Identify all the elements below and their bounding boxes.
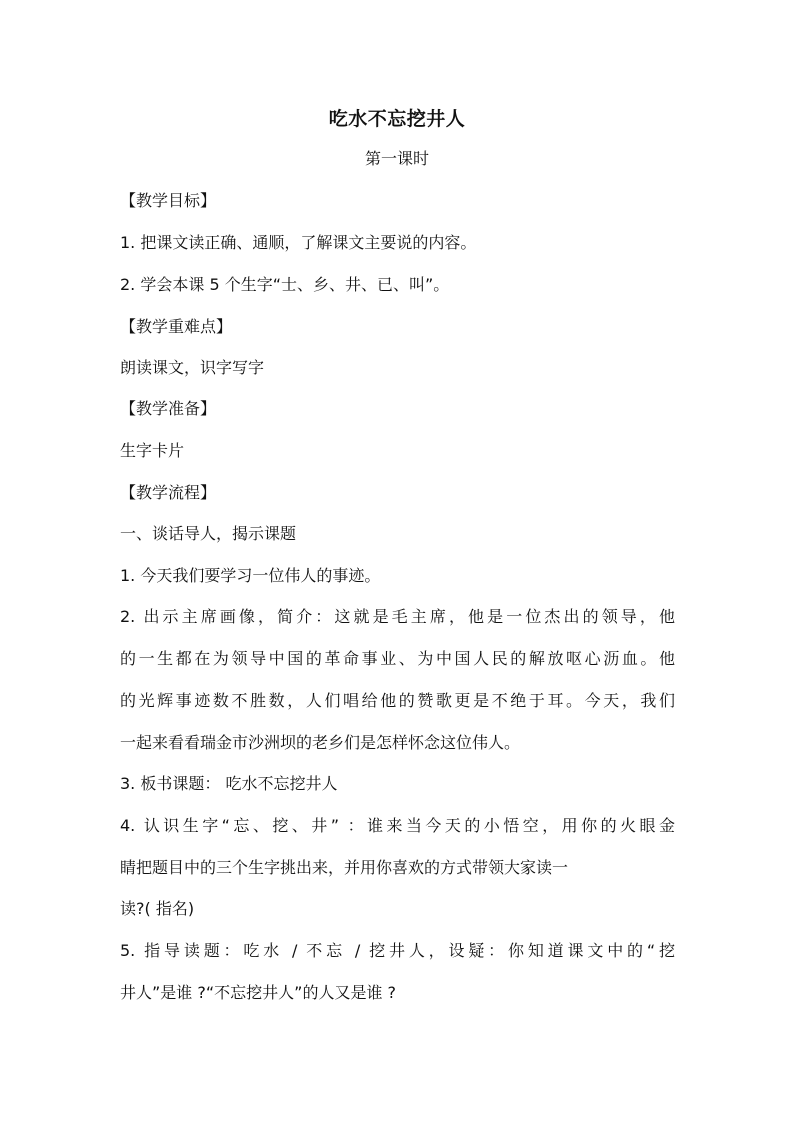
paragraph-line: 一起来看看瑞金市沙洲坝的老乡们是怎样怀念这位伟人。 <box>120 733 521 752</box>
section-heading-objectives: 【教学目标】 <box>120 191 217 210</box>
step-heading: 一、谈话导人，揭示课题 <box>120 524 297 543</box>
lesson-period: 第一课时 <box>364 149 429 168</box>
paragraph-line: 4. 认识生字“忘、挖、井” ：谁来当今天的小悟空，用你的火眼金 <box>120 816 675 835</box>
paragraph-line: 睛把题目中的三个生字挑出来，并用你喜欢的方式带领大家读一 <box>120 858 569 877</box>
section-heading-process: 【教学流程】 <box>120 483 217 502</box>
paragraph-line: 的光辉事迹数不胜数，人们唱给他的赞歌更是不绝于耳。今天，我们 <box>120 691 675 710</box>
paragraph-line: 5. 指导读题：吃水 / 不忘 / 挖井人，设疑：你知道课文中的“挖 <box>120 941 675 960</box>
objective-item: 1. 把课文读正确、通顺，了解课文主要说的内容。 <box>120 233 477 252</box>
section-heading-key-points: 【教学重难点】 <box>120 317 233 336</box>
paragraph-line: 的一生都在为领导中国的革命事业、为中国人民的解放呕心沥血。他 <box>120 649 675 668</box>
paragraph-line: 朗读课文，识字写字 <box>120 358 265 377</box>
section-heading-preparation: 【教学准备】 <box>120 399 217 418</box>
objective-item: 2. 学会本课 5 个生字“士、乡、井、已、叫”。 <box>120 275 450 294</box>
paragraph-line: 生字卡片 <box>120 441 185 460</box>
paragraph-line: 1. 今天我们要学习一位伟人的事迹。 <box>120 566 381 585</box>
paragraph-line: 读?( 指名) <box>120 899 195 918</box>
paragraph-line: 3. 板书课题： 吃水不忘挖井人 <box>120 774 338 793</box>
paragraph-line: 2. 出示主席画像，简介：这就是毛主席，他是一位杰出的领导，他 <box>120 607 675 626</box>
paragraph-line: 井人”是谁 ?“不忘挖井人”的人又是谁 ? <box>120 983 397 1002</box>
document-title: 吃水不忘挖井人 <box>328 108 466 130</box>
